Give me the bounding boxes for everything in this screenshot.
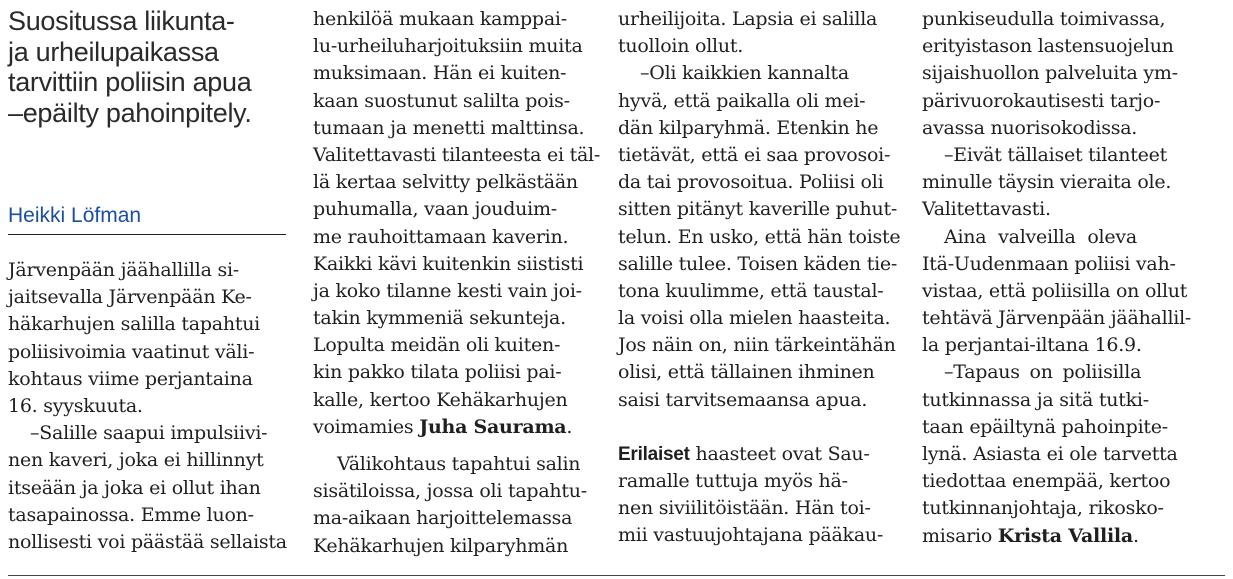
- text-line: mii vastuujohtajana pääkau-: [618, 524, 884, 547]
- text-line: Jos näin on, niin tärkeintähän: [618, 334, 896, 357]
- subhead-lead: Erilaiset: [618, 443, 690, 465]
- text-line: Välikohtaus tapahtui salin: [337, 453, 581, 475]
- text-line: tona kuulimme, että taustal-: [618, 279, 884, 302]
- text-line: [313, 414, 588, 441]
- text-line: kin pakko tilata poliisi pai-: [313, 361, 562, 384]
- text-line: [922, 523, 1197, 550]
- column-1-body: [8, 257, 288, 556]
- text-line: pärivuorokautisesti tarjo-: [922, 89, 1161, 112]
- text-line: jaitsevalla Järvenpään Ke-: [8, 286, 252, 309]
- text-line: da tai provosoitua. Poliisi oli: [618, 171, 884, 194]
- article-deck: [8, 6, 288, 128]
- text-line: Lopulta meidän oli kuiten-: [313, 334, 561, 357]
- text-line: salille tulee. Toisen käden tie-: [618, 252, 898, 275]
- text-line: me rauhoittamaan kaverin.: [313, 225, 569, 248]
- text-line: urheilijoita. Lapsia ei salilla: [618, 8, 878, 30]
- text-line: Aina valveilla oleva: [944, 225, 1137, 248]
- text-line: tietävät, että ei saa provosoi-: [618, 143, 891, 166]
- text-line: punkiseudulla toimivassa,: [922, 8, 1166, 30]
- text-line: nollisesti voi päästää sellaista: [8, 530, 287, 553]
- text-line: takin kymmeniä sekunteja.: [313, 307, 566, 330]
- text-line: erityistason lastensuojelun: [922, 35, 1174, 58]
- text-line: tiedottaa enempää, kertoo: [922, 470, 1171, 493]
- text-line: –Salille saapui impulsiivi-: [30, 422, 268, 445]
- text-line: tumaan ja menetti malttinsa.: [313, 116, 585, 139]
- text-line: lu-urheiluharjoituksiin muita: [313, 35, 583, 58]
- text-line: minulle täysin vieraita ole.: [922, 171, 1172, 194]
- text-line: henkilöä mukaan kamppai-: [313, 8, 567, 30]
- text-line: nen kaveri, joka ei hillinnyt: [8, 449, 264, 472]
- text-line: nen siviilitöistään. Hän toi-: [618, 497, 871, 520]
- bottom-divider: [8, 575, 1225, 576]
- text-line: sisätiloissa, jossa oli tapahtu-: [313, 480, 587, 503]
- text-line: häkarhujen salilla tapahtui: [8, 313, 261, 336]
- text-line: 16. syyskuuta.: [8, 394, 143, 417]
- blank-line: [313, 441, 588, 451]
- text-line: hyvä, että paikalla oli mei-: [618, 89, 866, 112]
- text-line: Järvenpään jäähallilla si-: [8, 259, 239, 281]
- text-line: sijaishuollon palveluita ym-: [922, 62, 1178, 85]
- text-line: kohtaus viime perjantaina: [8, 367, 253, 390]
- text-fragment: haasteet ovat Sau-: [689, 442, 870, 465]
- byline-author: Heikki Löfman: [8, 204, 286, 235]
- text-line: telun. En usko, että hän toiste: [618, 225, 901, 248]
- source-name-bold: Krista Vallila: [997, 524, 1133, 547]
- text-fragment: misario: [922, 524, 998, 547]
- text-line: itseään ja joka ei ollut ihan: [8, 476, 261, 499]
- text-line: taan epäiltynä pahoinpite-: [922, 415, 1168, 438]
- column-4: [922, 6, 1197, 550]
- source-name-bold: Juha Saurama: [419, 415, 567, 438]
- text-line: Kaikki kävi kuitenkin siististi: [313, 252, 584, 275]
- text-line: Itä-Uudenmaan poliisi vah-: [922, 252, 1176, 275]
- text-line: –Oli kaikkien kannalta: [640, 62, 849, 85]
- text-line: olisi, että tällainen ihminen: [618, 361, 875, 384]
- text-line: –Eivät tällaiset tilanteet: [944, 143, 1167, 166]
- text-line: ma-aikaan harjoittelemassa: [313, 507, 573, 530]
- deck-line: Suositussa liikunta-: [8, 6, 235, 36]
- text-fragment: .: [566, 415, 573, 438]
- deck-line: –epäilty pahoinpitely.: [8, 97, 252, 128]
- column-2: [313, 6, 601, 560]
- text-line: ja koko tilanne kesti vain joi-: [313, 279, 582, 302]
- text-fragment: voimamies: [313, 415, 420, 438]
- text-line: –Tapaus on poliisilla: [944, 361, 1142, 384]
- text-fragment: .: [1132, 524, 1139, 547]
- text-line: ramalle tuttuja myös hä-: [618, 470, 848, 492]
- text-line: muksimaan. Hän ei kuiten-: [313, 62, 567, 85]
- text-line: Valitettavasti tilanteesta ei täl-: [313, 143, 601, 166]
- text-line: la voisi olla mielen haasteita.: [618, 307, 891, 330]
- text-line: Kehäkarhujen kilparyhmän: [313, 534, 569, 557]
- text-line: tehtävä Järvenpään jäähallil-: [922, 307, 1192, 330]
- text-line: avassa nuorisokodissa.: [922, 116, 1138, 139]
- subhead-line: [618, 441, 893, 468]
- text-line: tutkinnassa ja sitä tutki-: [922, 388, 1149, 411]
- text-line: kalle, kertoo Kehäkarhujen: [313, 388, 568, 411]
- text-line: lä kertaa selvitty pelkästään: [313, 171, 578, 194]
- text-line: vistaa, että poliisilla on ollut: [922, 279, 1188, 302]
- text-line: sitten pitänyt kaverille puhut-: [618, 198, 898, 221]
- text-line: la perjantai-iltana 16.9.: [922, 334, 1142, 357]
- text-line: tutkinnanjohtaja, rikosko-: [922, 497, 1164, 520]
- deck-line: tarvittiin poliisin apua: [8, 67, 252, 97]
- text-line: poliisivoimia vaatinut väli-: [8, 340, 255, 363]
- text-line: lynä. Asiasta ei ole tarvetta: [922, 443, 1178, 465]
- deck-line: ja urheilupaikassa: [8, 36, 219, 67]
- text-line: tasapainossa. Emme luon-: [8, 503, 254, 526]
- blank-line: [618, 414, 893, 441]
- text-line: dän kilparyhmä. Etenkin he: [618, 116, 879, 139]
- text-line: saisi tarvitsemaansa apua.: [618, 388, 868, 411]
- text-line: kaan suostunut salilta pois-: [313, 89, 570, 112]
- column-3: [618, 6, 901, 550]
- text-line: Valitettavasti.: [922, 198, 1051, 221]
- text-line: tuolloin ollut.: [618, 35, 744, 58]
- text-line: puhumalla, vaan jouduim-: [313, 198, 557, 221]
